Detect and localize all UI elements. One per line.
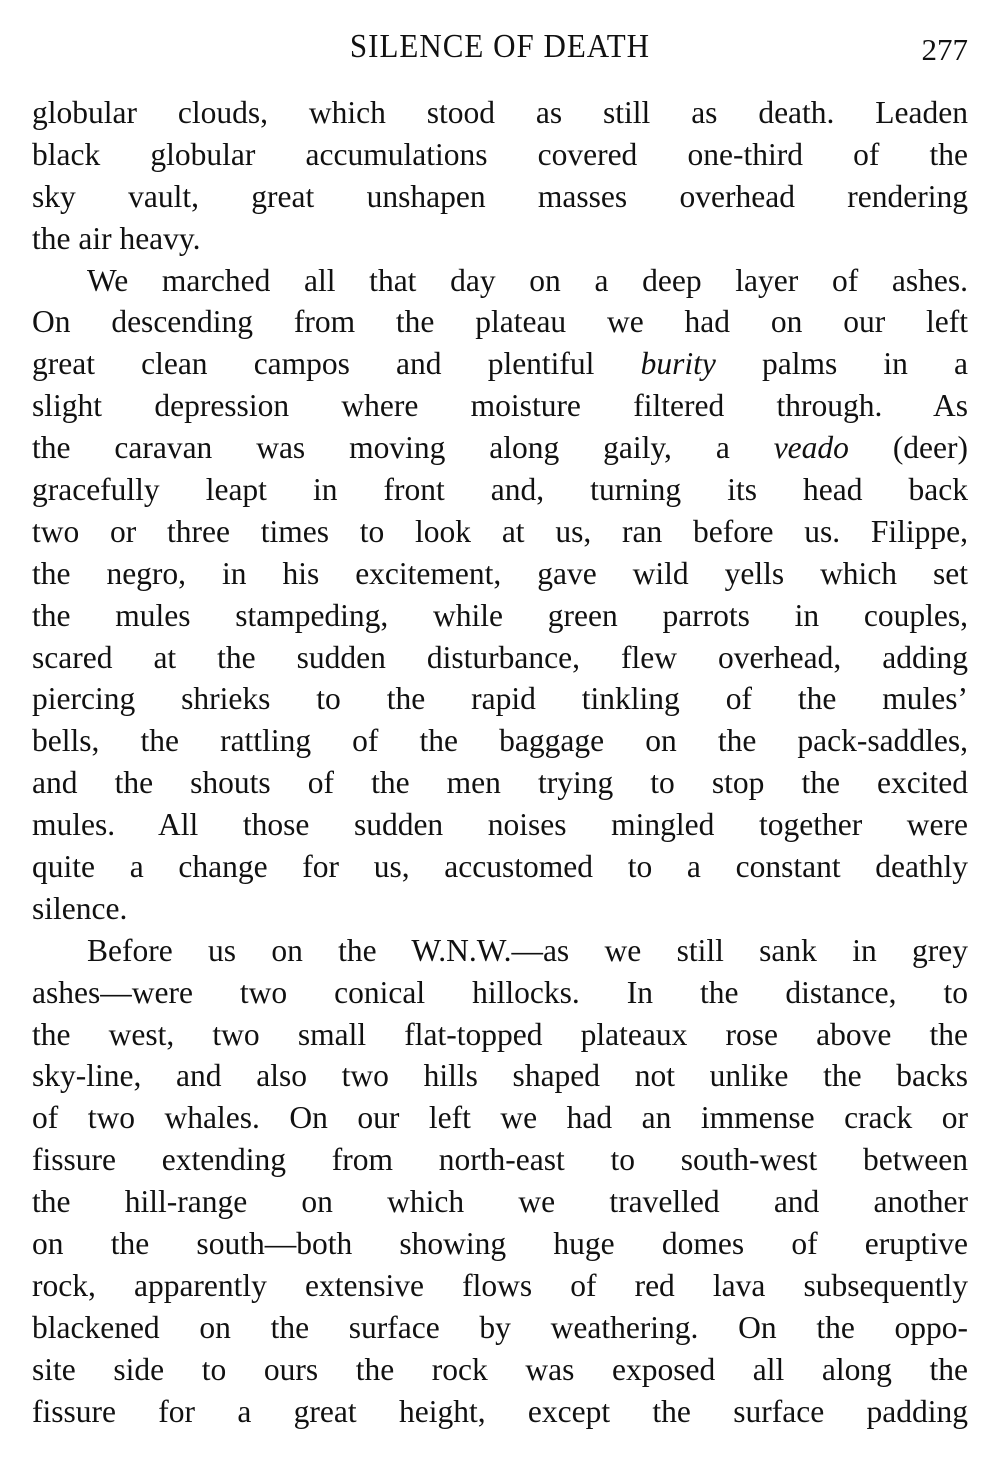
text-line: rock, apparently extensive flows of red lava subsequently bbox=[32, 1267, 968, 1303]
text-run: (deer) bbox=[848, 430, 968, 466]
text-line: piercing shrieks to the rapid tinkling of the mules’ bbox=[32, 681, 968, 717]
text-line: slight depression where moisture filtered through. As bbox=[32, 388, 968, 424]
page-number: 277 bbox=[921, 32, 968, 67]
text-line: mules. All those sudden noises mingled together were bbox=[32, 807, 968, 843]
text-line: ashes—were two conical hillocks. In the distance, to bbox=[32, 974, 968, 1010]
running-head bbox=[32, 28, 968, 72]
text-line: On descending from the plateau we had on our left bbox=[32, 304, 968, 340]
text-line: of two whales. On our left we had an immense crack or bbox=[32, 1100, 968, 1136]
text-line: fissure extending from north-east to south-west between bbox=[32, 1142, 968, 1178]
text-line: gracefully leapt in front and, turning its head back bbox=[32, 472, 968, 508]
text-line: black globular accumulations covered one-third of the bbox=[32, 136, 968, 172]
body-text bbox=[32, 92, 968, 1433]
paragraph-first-line: We marched all that day on a deep layer of ashes. bbox=[87, 262, 968, 298]
text-run: the caravan was moving along gaily, a bbox=[32, 430, 774, 466]
text-line: the hill-range on which we travelled and another bbox=[32, 1184, 968, 1220]
text-run: great clean campos and plentiful bbox=[32, 346, 641, 382]
chapter-running-title: SILENCE OF DEATH bbox=[349, 26, 651, 65]
text-line: bells, the rattling of the baggage on the pack-saddles, bbox=[32, 723, 968, 759]
paragraph-first-line: Before us on the W.N.W.—as we still sank in grey bbox=[87, 932, 968, 968]
text-line: blackened on the surface by weathering. On the oppo- bbox=[32, 1309, 968, 1345]
text-line bbox=[32, 427, 968, 469]
text-line: sky-line, and also two hills shaped not unlike the backs bbox=[32, 1058, 968, 1094]
text-line: on the south—both showing huge domes of eruptive bbox=[32, 1226, 968, 1262]
text-line: site side to ours the rock was exposed all along the bbox=[32, 1351, 968, 1387]
text-line: and the shouts of the men trying to stop the excited bbox=[32, 765, 968, 801]
italic-term: veado bbox=[773, 430, 849, 466]
text-line: globular clouds, which stood as still as death. Leaden bbox=[32, 95, 968, 130]
text-line: quite a change for us, accustomed to a constant deathly bbox=[32, 849, 968, 885]
text-line: the mules stampeding, while green parrots in couples, bbox=[32, 597, 968, 633]
text-line: the west, two small flat-topped plateaux rose above the bbox=[32, 1016, 968, 1052]
text-line: two or three times to look at us, ran before us. Filippe, bbox=[32, 513, 968, 549]
text-line: silence. bbox=[32, 890, 128, 926]
text-line: fissure for a great height, except the surface padding bbox=[32, 1393, 968, 1429]
italic-term: burity bbox=[640, 346, 716, 382]
text-line: the negro, in his excitement, gave wild yells which set bbox=[32, 555, 968, 591]
text-line: scared at the sudden disturbance, flew overhead, adding bbox=[32, 639, 968, 675]
text-line bbox=[32, 343, 968, 385]
text-run: palms in a bbox=[715, 346, 968, 382]
text-line: sky vault, great unshapen masses overhead rendering bbox=[32, 178, 968, 214]
text-line: the air heavy. bbox=[32, 220, 201, 256]
